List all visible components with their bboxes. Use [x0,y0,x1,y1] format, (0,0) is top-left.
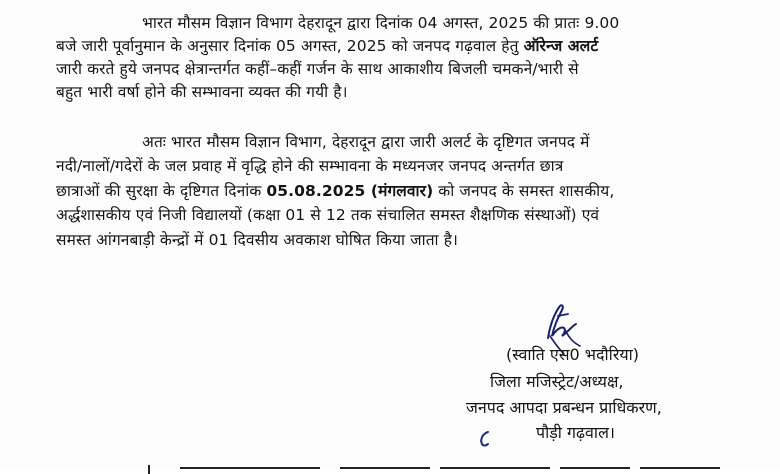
signatory-authority: जनपद आपदा प्रबन्धन प्राधिकरण, [466,398,662,417]
p1-line-2: बजे जारी पूर्वानुमान के अनुसार दिनांक 05 अगस्त, 2025 को जनपद गढ़वाल हेतु ऑरेन्ज अलर्ट [56,37,599,55]
p1-line-4: बहुत भारी वर्षा होने की सम्भावना व्यक्त की गयी है। [56,83,348,101]
p2-line-4: अर्द्धशासकीय एवं निजी विद्यालयों (कक्षा 01 से 12 तक संचालित समस्त शैक्षणिक संस्थाओं) एवं [56,206,600,224]
orange-alert-text: ऑरेन्ज अलर्ट [523,37,599,55]
signatory-designation: जिला मजिस्ट्रेट/अध्यक्ष, [490,372,624,391]
p2-line-3: छात्राओं की सुरक्षा के दृष्टिगत दिनांक 05.08.2025 (मंगलवार) को जनपद के समस्त शासकीय, [56,182,615,200]
handwritten-mark-icon [470,426,500,454]
signatory-district: पौड़ी गढ़वाल। [536,423,615,442]
top-cropped-text [368,0,414,4]
p1-line-1: भारत मौसम विज्ञान विभाग देहरादून द्वारा दिनांक 04 अगस्त, 2025 की प्रातः 9.00 [142,14,620,32]
p1-line-3: जारी करते हुये जनपद क्षेत्रान्तर्गत कहीं–कहीं गर्जन के साथ आकाशीय बिजली चमकने/भारी से [56,60,579,78]
signatory-name: (स्वाति एस0 भदौरिया) [506,345,640,364]
p2-line-1: अतः भारत मौसम विज्ञान विभाग, देहरादून द्वारा जारी अलर्ट के दृष्टिगत जनपद में [142,133,590,151]
p2-line-5: समस्त आंगनबाड़ी केन्द्रों में 01 दिवसीय अवकाश घोषित किया जाता है। [56,231,458,249]
p2-line-2: नदी/नालों/गदेरों के जल प्रवाह में वृद्धि होने की सम्भावना के मध्यनजर जनपद अन्तर्गत छात्र [56,157,564,175]
bottom-cropped-text [140,460,740,474]
holiday-date-text: 05.08.2025 (मंगलवार) [266,182,434,200]
